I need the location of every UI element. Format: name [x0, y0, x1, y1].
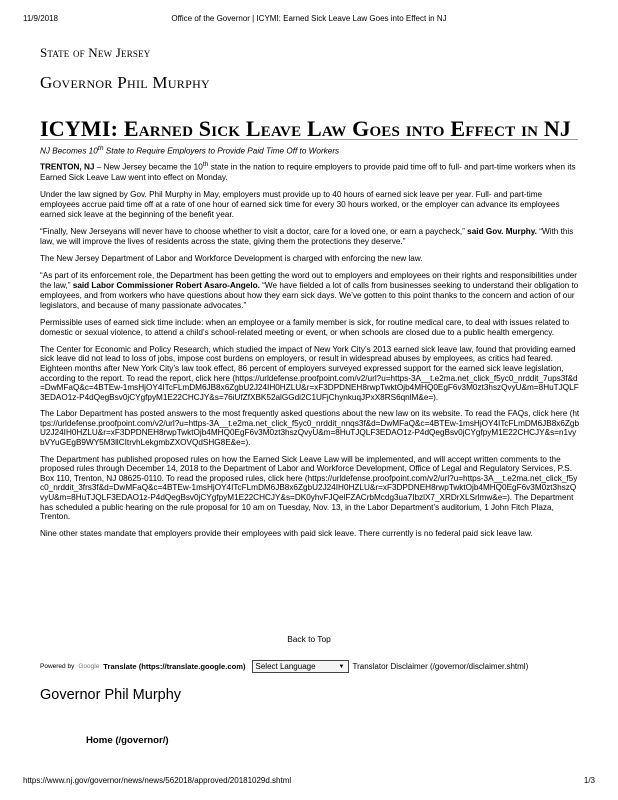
caret-down-icon: ▼: [338, 663, 345, 670]
print-header: [23, 14, 595, 23]
headline-divider: [40, 139, 578, 140]
article-body: [40, 160, 580, 546]
paragraph-1: TRENTON, NJ – New Jersey became the 10th state in the nation to require employers to provide paid time off to full- and part-time workers when its Earned Sick Leave Law went into effect on Monday.: [40, 161, 576, 182]
paragraph-3: “Finally, New Jerseyans will never have to choose whether to visit a doctor, care for a loved one, or earn a paycheck,” said Gov. Murphy. “With this law, we will improve the lives of residents across the state, giving them the protections they deserve.”: [40, 226, 574, 246]
print-page-number: 1/3: [583, 776, 595, 785]
paragraph-9: The Department has published proposed rules on how the Earned Sick Leave Law will be implemented, and will accept written comments to the proposed rules through December 14, 2018 to the Department of Labor and Workforce Development, Office of Legal and Regulatory Services, P.S. Box 110, Trenton, NJ 08625-0110. To read the proposed rules, click here (https://urldefense.proofpoint.com/v2/url?u=https-3A__t.e2ma.net_click_f5yc0_nrddit_3frs3f&d=DwMFaQ&c=4BTEw-1msHjOY4ITcFLmDM6JB8x6ZgbU2J24IH0HZLU&r=xF3DPDNEH8rwpTwktOjb4MHQ0EgF6v3M0zt3hszQvyU&m=8HuTJQLF3EDAO1z-P4dQegBsv0jCYgfpyM1E22CHCJY&s=DK0yhvFJQelFZACrbMcdg3ua7IbzlX7_XRDrXLSrlmw&e=). The Department has scheduled a public hearing on the rule proposal for 10 am on Tuesday, Nov. 13, in the Labor Department’s auditorium, 1 John Fitch Plaza, Trenton.: [40, 454, 578, 522]
google-logo: Google: [78, 663, 100, 670]
footer-home-link[interactable]: Home (/governor/): [86, 735, 169, 746]
print-footer: [23, 776, 595, 785]
paragraph-5: “As part of its enforcement role, the Department has been getting the word out to employers and employees on their rights and responsibilities under the law,” said Labor Commissioner Robert Asaro-Angelo. “We have fielded a lot of calls from businesses seeking to understand their obligation to employees, and from workers who have questions about how they earn sick days. We’ve gotten to this point thanks to the concern and action of our legislators, and because of many passionate advocates.”: [40, 270, 579, 310]
paragraph-8: The Labor Department has posted answers to the most frequently asked questions about the new law on its website. To read the FAQs, click here (https://urldefense.proofpoint.com/v2/url?u=https-3A__t.e2ma.net_click_f5yc0_nrddit_nnqs3f&d=DwMFaQ&c=4BTEw-1msHjOY4ITcFLmDM6JB8x6ZgbU2J24IH0HZLU&r=xF3DPDNEH8rwpTwktOjb4MHQ0EgF6v3M0zt3hszQvyU&m=8HuTJQLF3EDAO1z-P4dQegBsv0jCYgfpyM1E22CHCJY&s=n1vybVYuGEgB9WY5M3llCItrvhLekgmbZXOVQdSHG8E&e=).: [40, 409, 580, 448]
paragraph-10: Nine other states mandate that employers provide their employees with paid sick leave. There currently is no federal paid sick leave law.: [40, 528, 533, 538]
faq-link[interactable]: (https://urldefense.proofpoint.com/v2/url?u=https-3A__t.e2ma.net_click_f5yc0_nrddit_nnqs3f&d=DwMFaQ&c=4BTEw-1msHjOY4ITcFLmDM6JB8x6ZgbU2J24IH0HZLU&r=xF3DPDNEH8rwpTwktOjb4MHQ0EgF6v3M0zt3hszQvyU&m=8HuTJQLF3EDAO1z-P4dQegBsv0jCYgfpyM1E22CHCJY&s=n1vybVYuGEgB9WY5M3llCItrvhLekgmbZXOVQdSHG8E&e=).: [40, 409, 580, 448]
translate-bar: [40, 660, 528, 673]
article-subhead: NJ Becomes 10th State to Require Employers to Provide Paid Time Off to Workers: [40, 145, 340, 156]
article-headline: ICYMI: Earned Sick Leave Law Goes into Effect in NJ: [40, 116, 572, 141]
back-to-top-link[interactable]: Back to Top: [287, 634, 331, 644]
powered-by-label: Powered by: [40, 663, 75, 670]
dateline: TRENTON, NJ: [40, 162, 95, 172]
report-link[interactable]: (https://urldefense.proofpoint.com/v2/url?u=https-3A__t.e2ma.net_click_f5yc0_nrddit_7ups3f&d=DwMFaQ&c=4BTEw-1msHjOY4ITcFLmDM6JB8x6ZgbU2J24IH0HZLU&r=xF3DPDNEH8rwpTwktOjb4MHQ0EgF6v3M0zt3hszQvyU&m=8HuTJQLF3EDAO1z-P4dQegBsv0jCYgfpyM1E22CHCJY&s=76iUfZfXBK52alGGdi2C1UFjChynkuqJPxX8RS6qnlM&e=).: [40, 373, 579, 402]
paragraph-6: Permissible uses of earned sick time include: when an employee or a family member is sick, for routine medical care, to deal with issues related to domestic or sexual violence, to attend a child’s school-related meeting or event, or when schools are closed due to a public health emergency.: [40, 317, 570, 337]
language-select-value: Select Language: [255, 662, 316, 671]
rules-link[interactable]: (https://urldefense.proofpoint.com/v2/url?u=https-3A__t.e2ma.net_click_f5yc0_nrddit_3frs3f&d=DwMFaQ&c=4BTEw-1msHjOY4ITcFLmDM6JB8x6ZgbU2J24IH0HZLU&r=xF3DPDNEH8rwpTwktOjb4MHQ0EgF6v3M0zt3hszQvyU&m=8HuTJQLF3EDAO1z-P4dQegBsv0jCYgfpyM1E22CHCJY&s=DK0yhvFJQelFZACrbMcdg3ua7IbzlX7_XRDrXLSrlmw&e=).: [40, 473, 578, 503]
translate-link[interactable]: Translate (https://translate.google.com): [103, 662, 246, 671]
print-url: https://www.nj.gov/governor/news/news/562018/approved/20181029d.shtml: [23, 776, 292, 785]
language-select[interactable]: [252, 660, 349, 673]
translator-disclaimer-link[interactable]: Translator Disclaimer (/governor/disclaimer.shtml): [352, 662, 529, 671]
paragraph-7: The Center for Economic and Policy Research, which studied the impact of New York City’s 2013 earned sick leave law, found that providing earned sick leave did not lead to loss of jobs, impose cost burdens on employers, or result in widespread abuses by employees, as critics had feared. Eighteen months after New York City’s law took effect, 86 percent of employers surveyed expressed support for the earned sick leave legislation, according to the report. To read the report, click here (https://urldefense.proofpoint.com/v2/url?u=https-3A__t.e2ma.net_click_f5yc0_nrddit_7ups3f&d=DwMFaQ&c=4BTEw-1msHjOY4ITcFLmDM6JB8x6ZgbU2J24IH0HZLU&r=xF3DPDNEH8rwpTwktOjb4MHQ0EgF6v3M0zt3hszQvyU&m=8HuTJQLF3EDAO1z-P4dQegBsv0jCYgfpyM1E22CHCJY&s=76iUfZfXBK52alGGdi2C1UFjChynkuqJPxX8RS6qnlM&e=).: [40, 344, 579, 402]
paragraph-2: Under the law signed by Gov. Phil Murphy in May, employers must provide up to 40 hours of earned sick leave per year. Full- and part-time employees accrue paid time off at a rate of one hour of earned sick time for every 30 hours worked, or the employer can advance its employees earned sick leave at the beginning of the benefit year.: [40, 189, 560, 219]
print-date: 11/9/2018: [23, 14, 58, 23]
governor-label[interactable]: Governor Phil Murphy: [40, 73, 211, 92]
footer-governor-title: Governor Phil Murphy: [40, 687, 182, 703]
print-page-title: Office of the Governor | ICYMI: Earned Sick Leave Law Goes into Effect in NJ: [171, 14, 447, 23]
paragraph-4: The New Jersey Department of Labor and Workforce Development is charged with enforcing the new law.: [40, 253, 423, 263]
state-label[interactable]: State of New Jersey: [40, 45, 151, 60]
